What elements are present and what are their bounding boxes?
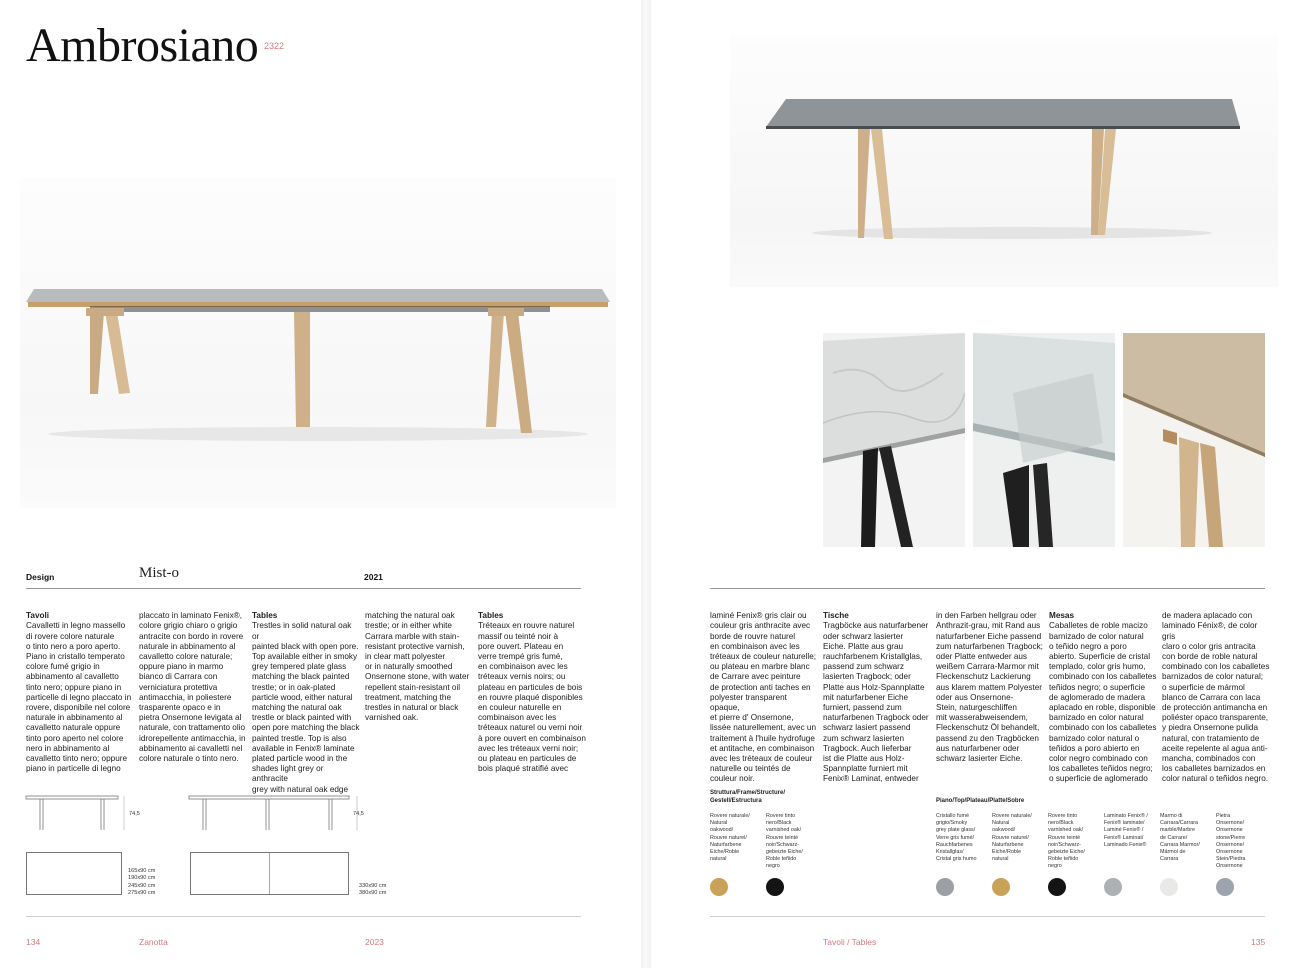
material-label: Rovere naturale/ Natural oakwood/ Rouvre naturel/ Naturfarbene Eiche/Roble natural [992, 813, 1032, 863]
material-label: Cristallo fumé grigio/Smoky grey plate glass/ Verre gris fumé/ Rauchfarbenes Kristallglas/ Cristal gris humo [936, 813, 977, 863]
hero-image-long-table [20, 178, 616, 508]
height-label: 74,5 [129, 811, 140, 817]
text-column-it-1 [26, 601, 134, 774]
hero-image-glass-table [730, 35, 1278, 287]
sizes-list: 165x90 cm 190x90 cm 245x90 cm 275x90 cm [128, 868, 156, 897]
text-column-de-2 [936, 601, 1044, 764]
column-heading: Tables [478, 611, 504, 621]
footer-divider [26, 916, 581, 917]
design-year: 2021 [364, 572, 383, 582]
catalog-year: 2023 [365, 937, 384, 947]
column-heading: Mesas [1049, 611, 1075, 621]
elevation-drawing-large [187, 792, 367, 832]
text-column-de-1 [823, 601, 931, 785]
footer-divider [710, 916, 1265, 917]
height-label: 74,5 [353, 811, 364, 817]
column-text: laminé Fenix® gris clair ou couleur gris anthracite avec borde de rouvre naturel en combinaison avec les tréteaux de couleur naturelle; ou plateau en marbre blanc de Carrare avec peinture de protection anti taches en polyester transparent opaque, et pierre d' Onsernone, lissée naturellement, avec un traitement à l'huile hydrofuge et antitache, en combinaison avec les tréteaux de couleur naturelle ou teintés de couleur noir. [710, 611, 817, 784]
column-text: Tréteaux en rouvre naturel massif ou teinté noir à pore ouvert. Plateau en verre trempé gris fumé, en combinaison avec les tréteaux vernis noirs; ou plateau en particules de bois en rouvre plaqué disponibles en couleur naturelle en combinaison avec les tréteaux naturel ou verni noir à pore ouvert en combinaison avec les tréteaux verni noir; ou plateau en particules de bois plaqué stratifié avec [478, 621, 586, 774]
column-heading: Tavoli [26, 611, 50, 621]
structure-heading: Struttura/Frame/Structure/ Gestell/Estructura [710, 790, 786, 804]
material-label: Laminato Fenix® / Fenix® laminate/ Laminé Fenix® / Fenix® Laminat/ Laminado Fenix® [1104, 813, 1148, 848]
text-column-en-1 [252, 601, 360, 795]
column-text: de madera aplacado con laminado Fénix®, de color gris claro o color gris antracita con borde de roble natural combinado con los caballetes barnizados de color natural; o superficie de mármol blanco de Carrara con laca de protección antimancha en poliéster opaco transparente, y piedra Onsernone pulida natural, con tratamiento de aceite repelente al agua anti- mancha, combinados con los caballetes barnizados en color natural o teñidos negro. [1162, 611, 1270, 784]
page-number: 134 [26, 937, 41, 947]
section-name: Tavoli / Tables [823, 937, 877, 947]
detail-image-marble-top [823, 333, 965, 547]
sizes-list: 330x90 cm 380x90 cm [359, 883, 387, 897]
material-label: Rovere naturale/ Natural oakwood/ Rouvre naturel/ Naturfarbene Eiche/Roble natural [710, 813, 750, 863]
swatch-black-oak [766, 878, 784, 896]
text-column-en-2 [365, 601, 473, 723]
divider [26, 588, 581, 589]
brand-name: Zanotta [139, 937, 168, 947]
column-text: matching the natural oak trestle; or in either white Carrara marble with stain- resistant protective varnish, in clear matt polyester or in naturally smoothed Onsernone stone, with water repellent stain-resistant oil treatment, matching the trestles in natural or black varnished oak. [365, 611, 470, 723]
divider [710, 588, 1265, 589]
column-text: placcato in laminato Fenix®, colore grigio chiaro o grigio antracite con bordo in rovere naturale in abbinamento al cavalletto colore naturale; oppure piano in marmo bianco di Carrara con verniciatura protettiva antimacchia, in poliestere trasparente opaco e in pietra Onsernone levigata al naturale, con trattamento olio idrorepellente antimacchia, in abbinamento ai cavalletti nel colore naturale o tinto nero. [139, 611, 246, 764]
text-column-es-2 [1162, 601, 1270, 785]
column-heading: Tische [823, 611, 849, 621]
column-text: in den Farben hellgrau oder Anthrazit-grau, mit Rand aus naturfarbener Eiche passend zum naturfarbenen Tragbock; oder Platte entweder aus weißem Carrara-Marmor mit Fleckenschutz Lackierung aus klarem mattem Polyester oder aus Onsernone- Stein, naturgeschliffen mit wasserabweisendem, Fleckenschutz Öl behandelt, passend zu den Tragböcken aus naturfarbener oder schwarz lasierter Eiche. [936, 611, 1043, 764]
page-title: Ambrosiano [26, 19, 259, 72]
page-gutter [641, 0, 651, 968]
material-label: Pietra Onsernone/ Onsernone stone/Pierre Onsernone/ Onsernone Stein/Piedra Onsernone [1216, 813, 1246, 870]
swatch-smoky-glass [936, 878, 954, 896]
column-text: Cavalletti in legno massello di rovere colore naturale o tinto nero a poro aperto. Piano in cristallo temperato colore fumé grigio in abbinamento al cavalletto tinto nero; oppure piano in particelle di legno placcato in rovere, disponibile nel colore naturale in abbinamento al cavalletto naturale oppure tinto poro aperto nel colore nero in abbinamento al cavalletto tinto nero; oppure piano in particelle di legno [26, 621, 132, 774]
text-column-it-2 [139, 601, 247, 764]
top-heading: Piano/Top/Plateau/Platte/Sobre [936, 798, 1025, 804]
text-column-es-1 [1049, 601, 1157, 785]
swatch-natural-oak [992, 878, 1010, 896]
detail-image-glass-top [973, 333, 1115, 547]
text-column-fr-2 [710, 601, 818, 785]
material-label: Marmo di Carrara/Carrara marble/Marbre de Carrare/ Carrara Marmor/ Mármol de Carrara [1160, 813, 1200, 863]
column-text: Caballetes de roble macizo barnizado de color natural o teñido negro a poro abierto. Superficie de cristal templado, color gris humo, combinado con los caballetes teñidos negro; o superficie de aglomerado de madera aplacado en roble, disponible barnizado en color natural combinado con los caballetes barnizado color natural o teñidos a poro abierto en color negro combinado con los caballetes teñidos negro; o superficie de aglomerado [1049, 621, 1157, 784]
page-number: 135 [1251, 937, 1266, 947]
swatch-carrara-marble [1160, 878, 1178, 896]
designer-name: Mist-o [139, 565, 180, 581]
swatch-black-oak [1048, 878, 1066, 896]
swatch-natural-oak [710, 878, 728, 896]
material-label: Rovere tinto nero/Black varnished oak/ Rouvre teinté noir/Schwarz- gebeizte Eiche/ Roble teñido negro [766, 813, 803, 870]
column-text: Trestles in solid natural oak or painted black with open pore. Top available either in smoky grey tempered plate glass matching the black painted trestle; or in oak-plated particle wood, either natural matching the natural oak trestle or black painted with open pore matching the black painted trestle. Top is also available in Fenix® laminate plated particle wood in the shades light grey or anthracite grey with natural oak edge [252, 621, 360, 794]
swatch-onsernone-stone [1216, 878, 1234, 896]
column-heading: Tables [252, 611, 278, 621]
plan-drawing-large [190, 852, 349, 895]
design-label: Design [26, 572, 55, 582]
detail-image-oak-top [1123, 333, 1265, 547]
plan-drawing-small [26, 852, 122, 895]
material-label: Rovere tinto nero/Black varnished oak/ Rouvre teinté noir/Schwarz- gebeizte Eiche/ Roble teñido negro [1048, 813, 1085, 870]
column-text: Tragböcke aus naturfarbener oder schwarz lasierter Eiche. Platte aus grau rauchfarbenem Kristallglas, passend zum schwarz lasierten Tragbock; oder Platte aus Holz-Spannplatte mit naturfarbener Eiche furniert, passend zum naturfarbenen Tragbock oder schwarz lasiert passend zum schwarz lasierten Tragbock. Auch lieferbar ist die Platte aus Holz- Spannplatte furniert mit Fenix® Laminat, entweder [823, 621, 929, 784]
elevation-drawing-small [24, 792, 134, 832]
text-column-fr-1 [478, 601, 586, 774]
swatch-fenix-laminate [1104, 878, 1122, 896]
product-code: 2322 [264, 41, 285, 51]
